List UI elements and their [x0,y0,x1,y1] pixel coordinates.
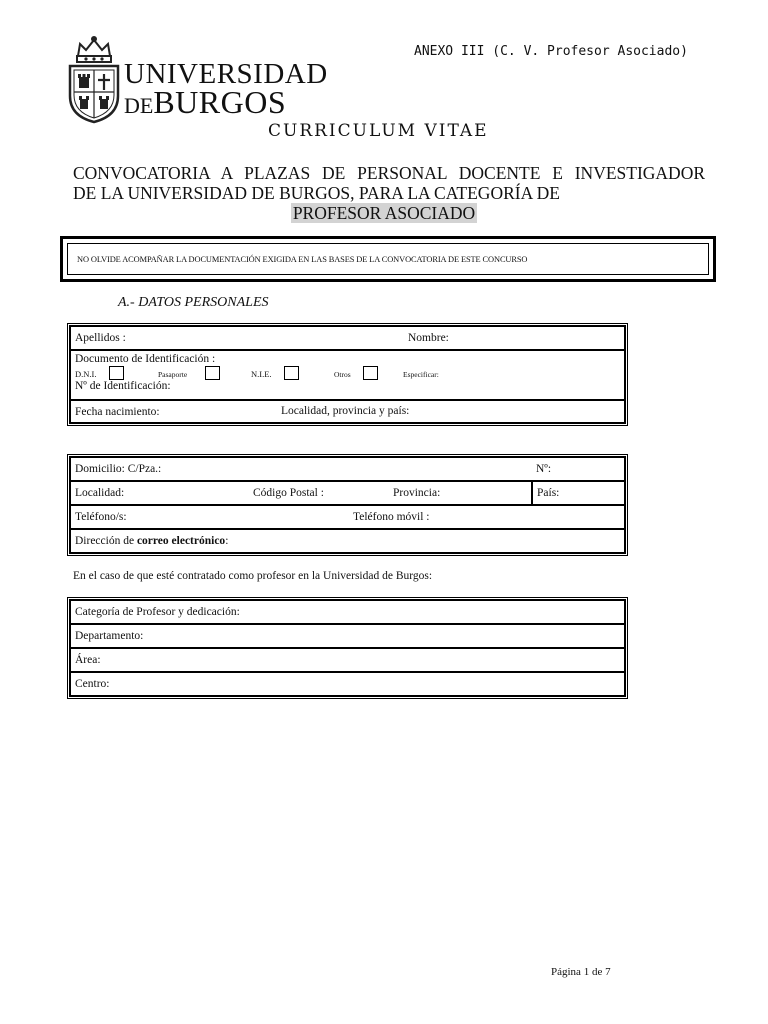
address-table [67,454,628,556]
categoria-label: Categoría de Profesor y dedicación: [75,606,240,618]
centro-row [70,672,625,696]
departamento-label: Departamento: [75,630,144,642]
contract-table [67,597,628,699]
email-row [70,529,625,553]
direccion-suffix: : [225,535,229,547]
nombre-label: Nombre: [408,332,449,344]
correo-electronico-label: correo electrónico [136,535,226,547]
localidad-label: Localidad: [75,487,125,499]
domicilio-row [70,457,625,481]
pasaporte-checkbox[interactable] [205,366,220,380]
logo-wordmark-universidad: UNIVERSIDAD [124,58,328,90]
domicilio-label: Domicilio: C/Pza.: [75,463,162,475]
documento-label: Documento de Identificación : [75,353,216,365]
profesor-asociado-highlight: PROFESOR ASOCIADO [292,203,476,223]
nie-label: N.I.E. [251,369,272,379]
telefono-movil-label: Teléfono móvil : [353,511,430,523]
categoria-row [70,600,625,624]
telefono-label: Teléfono/s: [75,511,127,523]
convocatoria-line-1: CONVOCATORIA A PLAZAS DE PERSONAL DOCENTE E INVESTIGADOR [73,163,705,183]
section-a-heading: A.- DATOS PERSONALES [118,295,269,310]
convocatoria-heading [73,163,705,223]
name-row [70,326,625,350]
doc-type-options [75,366,620,380]
direccion-prefix: Dirección de [75,535,137,547]
convocatoria-line-2: DE LA UNIVERSIDAD DE BURGOS, PARA LA CATEGORÍA DE [73,183,560,203]
telefono-row [70,505,625,529]
contract-note: En el caso de que esté contratado como profesor en la Universidad de Burgos: [73,570,433,582]
dni-checkbox[interactable] [109,366,124,380]
pasaporte-label: Pasaporte [158,370,188,379]
logo-burgos: BURGOS [153,84,287,120]
pais-label: País: [537,487,560,499]
provincia-label: Provincia: [393,487,441,499]
area-label: Área: [75,654,101,666]
annex-label: ANEXO III (C. V. Profesor Asociado) [414,44,688,59]
notice-box [60,236,716,282]
logo-wordmark-de-burgos [124,86,286,118]
personal-data-table [67,323,628,426]
document-title: CURRICULUM VITAE [268,121,489,141]
localidad-row [70,481,532,505]
centro-label: Centro: [75,678,110,690]
codigo-postal-label: Código Postal : [253,487,324,499]
fecha-nacimiento-label: Fecha nacimiento: [75,405,160,418]
birth-row [70,400,625,423]
especificar-label: Especificar: [403,370,439,379]
area-row [70,648,625,672]
page-number: Página 1 de 7 [551,966,611,978]
pais-cell [532,481,625,505]
notice-text: NO OLVIDE ACOMPAÑAR LA DOCUMENTACIÓN EXIGIDA EN LAS BASES DE LA CONVOCATORIA DE ESTE CONCURSO [67,243,709,275]
localidad-pais-label: Localidad, provincia y país: [281,405,410,417]
nie-checkbox[interactable] [284,366,299,380]
convocatoria-line-3 [63,203,705,223]
numero-label: Nº: [536,463,552,475]
dni-label: D.N.I. [75,369,97,379]
otros-label: Otros [334,370,351,379]
logo-de: DE [124,93,154,118]
document-row [70,350,625,400]
apellidos-label: Apellidos : [75,332,126,344]
num-identificacion-label: Nº de Identificación: [75,380,171,392]
otros-checkbox[interactable] [363,366,378,380]
departamento-row [70,624,625,648]
coat-of-arms-icon [64,34,124,124]
